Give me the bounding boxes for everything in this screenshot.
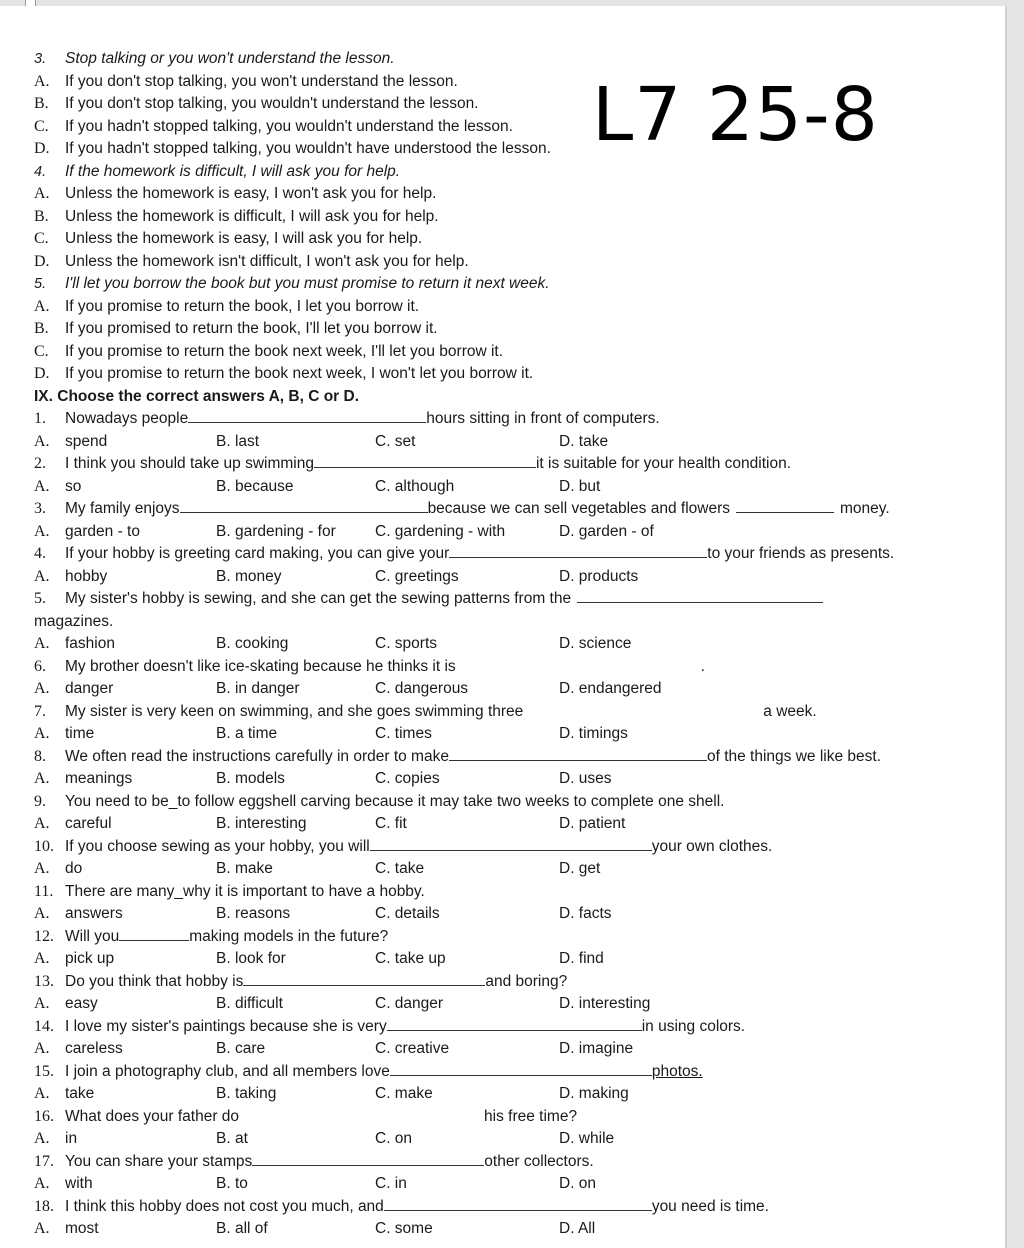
question-prompt: I'll let you borrow the book but you must promise to return it next week.	[65, 275, 550, 292]
answer-option[interactable]: D. science	[559, 635, 632, 652]
option-letter: C.	[34, 230, 49, 247]
ix-question-continuation	[34, 611, 994, 634]
answer-blank[interactable]	[736, 498, 834, 513]
answer-option[interactable]: D. products	[559, 567, 639, 585]
option-letter: A.	[34, 185, 50, 202]
question-text: There are many_why it is important to have a hobby.	[65, 882, 425, 900]
option-letter: C.	[34, 117, 49, 135]
option-letter: D.	[34, 252, 50, 270]
ix-options-row	[34, 948, 994, 971]
answer-option[interactable]	[34, 206, 994, 229]
question-text: If your hobby is greeting card making, you can give your	[65, 545, 450, 562]
answer-option[interactable]: C. greetings	[375, 567, 459, 585]
answer-option[interactable]	[34, 296, 994, 319]
answer-option[interactable]: D. endangered	[559, 680, 662, 697]
option-text: If you hadn't stopped talking, you wouldn't understand the lesson.	[65, 117, 513, 135]
answer-option[interactable]: meanings	[65, 770, 133, 787]
ix-question	[34, 588, 994, 611]
ix-options-row	[34, 633, 994, 656]
option-letter: A.	[34, 905, 50, 922]
question-number: 4.	[34, 545, 46, 562]
question-number: 12.	[34, 927, 54, 945]
option-letter: B.	[34, 320, 49, 337]
question-text: .	[700, 657, 705, 675]
ix-options-row	[34, 903, 994, 926]
answer-option[interactable]	[34, 138, 994, 161]
question-text: to your friends as presents.	[707, 545, 895, 562]
ix-question	[34, 746, 994, 769]
answer-option[interactable]	[34, 341, 994, 364]
ix-options-row	[34, 723, 994, 746]
ix-options-row	[34, 521, 994, 544]
answer-option[interactable]: C. on	[375, 1130, 413, 1147]
ix-options-row	[34, 993, 994, 1016]
question-number: 4.	[34, 163, 47, 180]
option-letter: A.	[34, 477, 50, 495]
answer-blank[interactable]	[577, 588, 823, 603]
option-letter: A.	[34, 725, 50, 742]
ix-question	[34, 1106, 994, 1129]
ix-options-row	[34, 858, 994, 881]
answer-option[interactable]: time	[65, 725, 95, 742]
answer-option[interactable]: most	[65, 1220, 99, 1237]
ix-question	[34, 881, 994, 904]
question-text: You can share your stamps	[65, 1152, 253, 1170]
question-text: I love my sister's paintings because she is very	[65, 1017, 387, 1035]
answer-option[interactable]: D. patient	[559, 815, 626, 832]
answer-blank[interactable]	[449, 746, 707, 761]
option-letter: D.	[34, 365, 50, 382]
answer-option[interactable]: D. facts	[559, 905, 612, 922]
ix-question	[34, 1151, 994, 1174]
answer-option[interactable]: B. care	[216, 1040, 266, 1057]
answer-option[interactable]: C. sports	[375, 635, 438, 652]
answer-option[interactable]: B. to	[216, 1175, 248, 1192]
option-letter: B.	[34, 95, 49, 112]
ix-options-row	[34, 1038, 994, 1061]
answer-option[interactable]: B. look for	[216, 950, 286, 967]
answer-option[interactable]: B. make	[216, 860, 273, 877]
ix-question	[34, 408, 994, 431]
answer-blank[interactable]	[243, 971, 485, 986]
answer-option[interactable]: hobby	[65, 567, 108, 585]
option-letter: A.	[34, 1040, 50, 1057]
answer-option[interactable]: B. models	[216, 770, 285, 787]
option-letter: A.	[34, 567, 50, 585]
question-number: 7.	[34, 702, 46, 720]
answer-blank[interactable]	[449, 543, 707, 558]
option-letter: A.	[34, 1130, 50, 1147]
question-number: 15.	[34, 1062, 54, 1080]
question-text: Will you	[65, 927, 120, 945]
ix-question	[34, 453, 994, 476]
section-ix-question-list	[34, 408, 994, 1241]
question-number: 3.	[34, 51, 47, 67]
option-letter: A.	[34, 297, 50, 315]
option-letter: A.	[34, 72, 50, 90]
question-text: hours sitting in front of computers.	[426, 410, 660, 427]
answer-option[interactable]	[34, 183, 994, 206]
answer-option[interactable]: B. taking	[216, 1085, 277, 1102]
answer-option[interactable]: D. find	[559, 950, 604, 967]
ix-question	[34, 656, 994, 679]
ix-options-row	[34, 768, 994, 791]
question-number: 11.	[34, 882, 54, 900]
rewrite-question	[34, 48, 994, 71]
ix-question	[34, 543, 994, 566]
answer-option[interactable]: B. a time	[216, 725, 278, 742]
watermark-label: L7 25-8	[592, 72, 879, 158]
answer-blank[interactable]	[387, 1016, 642, 1031]
answer-option[interactable]: C. take up	[375, 950, 446, 967]
option-text: If you hadn't stopped talking, you wouldn't have understood the lesson.	[65, 140, 551, 157]
question-number: 9.	[34, 792, 46, 810]
question-text: you need is time.	[651, 1197, 769, 1215]
answer-option[interactable]: D. on	[559, 1175, 597, 1192]
answer-option[interactable]: D. get	[559, 860, 601, 877]
answer-option[interactable]: B. interesting	[216, 815, 307, 832]
answer-option[interactable]: D. All	[559, 1220, 596, 1237]
question-text: in using colors.	[641, 1017, 746, 1035]
option-letter: A.	[34, 432, 50, 450]
answer-option[interactable]: B. gardening - for	[216, 522, 336, 540]
question-text: You need to be_to follow eggshell carving because it may take two weeks to complete one shell.	[65, 792, 725, 810]
answer-option[interactable]	[34, 318, 994, 341]
question-number: 17.	[34, 1152, 54, 1170]
answer-option[interactable]: C. danger	[375, 995, 444, 1012]
question-number: 13.	[34, 972, 54, 990]
ix-question	[34, 926, 994, 949]
answer-blank[interactable]	[252, 1151, 484, 1166]
answer-option[interactable]: D. garden - of	[559, 522, 654, 540]
question-text: If you choose sewing as your hobby, you will	[65, 837, 370, 855]
option-text: If you don't stop talking, you won't understand the lesson.	[65, 72, 458, 90]
answer-blank[interactable]	[384, 1196, 652, 1211]
question-number: 2.	[34, 455, 46, 472]
question-number: 5.	[34, 276, 47, 292]
option-text: If you don't stop talking, you wouldn't understand the lesson.	[65, 95, 479, 112]
ix-options-row	[34, 566, 994, 589]
answer-option[interactable]: B. money	[216, 567, 282, 585]
ix-question	[34, 1196, 994, 1219]
option-text: If you promised to return the book, I'll let you borrow it.	[65, 320, 438, 337]
ix-options-row	[34, 1218, 994, 1241]
answer-option[interactable]	[34, 116, 994, 139]
answer-option[interactable]: C. gardening - with	[375, 522, 506, 540]
ix-question	[34, 836, 994, 859]
option-text: If you promise to return the book next week, I'll let you borrow it.	[65, 342, 504, 360]
answer-option[interactable]: D. take	[559, 432, 609, 450]
option-letter: D.	[34, 140, 50, 157]
question-text: other collectors.	[484, 1152, 594, 1170]
answer-option[interactable]: answers	[65, 905, 123, 922]
question-text: of the things we like best.	[706, 747, 882, 765]
answer-option[interactable]: danger	[65, 680, 114, 697]
answer-option[interactable]: C. in	[375, 1175, 407, 1192]
answer-option[interactable]: C. dangerous	[375, 680, 469, 697]
answer-option[interactable]: C. make	[375, 1085, 433, 1102]
answer-option[interactable]: C. take	[375, 860, 425, 877]
option-letter: A.	[34, 680, 50, 697]
question-text: magazines.	[34, 612, 114, 630]
answer-option[interactable]: B. all of	[216, 1220, 268, 1237]
answer-option[interactable]: easy	[65, 995, 98, 1012]
question-text: Do you think that hobby is	[65, 972, 244, 990]
question-number: 6.	[34, 657, 46, 675]
option-letter: A.	[34, 860, 50, 877]
ix-options-row	[34, 1128, 994, 1151]
answer-option[interactable]	[34, 93, 994, 116]
answer-blank[interactable]	[314, 453, 536, 468]
answer-option[interactable]: D. but	[559, 477, 601, 495]
option-letter: A.	[34, 1220, 50, 1237]
document-page	[0, 6, 1007, 1248]
option-letter: A.	[34, 950, 50, 967]
answer-option[interactable]: C. fit	[375, 815, 407, 832]
option-letter: A.	[34, 770, 50, 787]
answer-option[interactable]: B. last	[216, 432, 260, 450]
question-text: and boring?	[485, 972, 568, 990]
answer-option[interactable]: do	[65, 860, 83, 877]
question-text: I think this hobby does not cost you much, and	[65, 1197, 384, 1215]
answer-option[interactable]: fashion	[65, 635, 115, 652]
rewrite-question	[34, 273, 994, 296]
ix-question	[34, 791, 994, 814]
ix-question	[34, 701, 994, 724]
question-prompt: Stop talking or you won't understand the lesson.	[65, 50, 395, 67]
answer-option[interactable]: D. interesting	[559, 995, 651, 1012]
answer-option[interactable]: spend	[65, 432, 108, 450]
question-text: My family enjoys	[65, 500, 180, 517]
option-text: Unless the homework is easy, I will ask you for help.	[65, 230, 423, 247]
question-text: My brother doesn't like ice-skating because he thinks it is	[65, 657, 456, 675]
question-text: I join a photography club, and all members love	[65, 1062, 390, 1080]
section-heading: IX. Choose the correct answers A, B, C or D.	[34, 387, 360, 405]
answer-option[interactable]: C. set	[375, 432, 416, 450]
answer-option[interactable]: D. while	[559, 1130, 615, 1147]
question-text: Nowadays people	[65, 410, 189, 427]
answer-option[interactable]: C. some	[375, 1220, 433, 1237]
question-text: money.	[840, 500, 890, 517]
question-number: 1.	[34, 410, 46, 427]
question-text: a week.	[763, 702, 817, 720]
question-text: because we can sell vegetables and flowers	[427, 500, 730, 517]
option-letter: A.	[34, 995, 50, 1012]
question-text: What does your father do	[65, 1107, 240, 1125]
answer-option[interactable]: B. because	[216, 477, 294, 495]
answer-option[interactable]: B. difficult	[216, 995, 283, 1012]
answer-option[interactable]: C. although	[375, 477, 455, 495]
answer-option[interactable]: D. imagine	[559, 1040, 634, 1057]
ix-options-row	[34, 476, 994, 499]
question-number: 8.	[34, 747, 46, 765]
option-text: If you promise to return the book next week, I won't let you borrow it.	[65, 365, 534, 382]
question-number: 5.	[34, 590, 46, 607]
answer-option[interactable]: so	[65, 477, 82, 495]
option-letter: B.	[34, 207, 49, 225]
answer-option[interactable]: B. reasons	[216, 905, 291, 922]
ix-options-row	[34, 1083, 994, 1106]
answer-option[interactable]: D. timings	[559, 725, 628, 742]
answer-option[interactable]: D. uses	[559, 770, 612, 787]
answer-option[interactable]: careful	[65, 815, 112, 832]
question-prompt: If the homework is difficult, I will ask you for help.	[65, 162, 401, 180]
question-text: his free time?	[484, 1107, 578, 1125]
option-text: Unless the homework is easy, I won't ask you for help.	[65, 185, 437, 202]
option-letter: A.	[34, 522, 50, 540]
answer-option[interactable]: B. cooking	[216, 635, 289, 652]
answer-option[interactable]: B. at	[216, 1130, 248, 1147]
answer-option[interactable]	[34, 363, 994, 386]
answer-option[interactable]: in	[65, 1130, 78, 1147]
question-text: My sister's hobby is sewing, and she can get the sewing patterns from the	[65, 590, 572, 607]
question-text: your own clothes.	[651, 837, 773, 855]
answer-blank[interactable]	[188, 408, 426, 423]
ix-options-row	[34, 678, 994, 701]
worksheet-content	[34, 48, 994, 1241]
question-text: My sister is very keen on swimming, and she goes swimming three	[65, 702, 524, 720]
answer-blank[interactable]	[370, 836, 652, 851]
question-text: it is suitable for your health condition.	[535, 455, 792, 472]
option-letter: A.	[34, 1085, 50, 1102]
question-text: I think you should take up swimming	[65, 455, 314, 472]
answer-option[interactable]: C. creative	[375, 1040, 450, 1057]
question-text: We often read the instructions carefully in order to make	[65, 747, 449, 765]
answer-blank[interactable]	[390, 1061, 652, 1076]
question-number: 3.	[34, 500, 46, 517]
answer-option[interactable]: careless	[65, 1040, 123, 1057]
answer-option[interactable]: D. making	[559, 1085, 629, 1102]
question-number: 14.	[34, 1017, 54, 1035]
option-letter: A.	[34, 635, 50, 652]
question-number: 18.	[34, 1197, 54, 1215]
option-text: If you promise to return the book, I let you borrow it.	[65, 297, 420, 315]
answer-option[interactable]: garden - to	[65, 522, 140, 540]
option-letter: A.	[34, 1175, 50, 1192]
answer-option[interactable]: take	[65, 1085, 95, 1102]
answer-option[interactable]: B. in danger	[216, 680, 300, 697]
question-number: 10.	[34, 837, 54, 855]
answer-option[interactable]: C. details	[375, 905, 440, 922]
option-text: Unless the homework is difficult, I will ask you for help.	[65, 207, 439, 225]
ix-question	[34, 498, 994, 521]
ix-options-row	[34, 1173, 994, 1196]
answer-option[interactable]: C. copies	[375, 770, 440, 787]
question-text: photos.	[651, 1062, 703, 1080]
option-text: Unless the homework isn't difficult, I won't ask you for help.	[65, 252, 469, 270]
answer-blank[interactable]	[119, 926, 189, 941]
ix-options-row	[34, 813, 994, 836]
question-text: making models in the future?	[189, 927, 389, 945]
ix-question	[34, 971, 994, 994]
answer-option[interactable]	[34, 251, 994, 274]
rewrite-question	[34, 161, 994, 184]
ix-options-row	[34, 431, 994, 454]
option-letter: A.	[34, 815, 50, 832]
ix-question	[34, 1016, 994, 1039]
answer-option[interactable]: C. times	[375, 725, 432, 742]
ix-question	[34, 1061, 994, 1084]
answer-option[interactable]	[34, 71, 994, 94]
answer-option[interactable]	[34, 228, 994, 251]
question-number: 16.	[34, 1107, 54, 1125]
answer-blank[interactable]	[180, 498, 428, 513]
answer-option[interactable]: pick up	[65, 950, 115, 967]
option-letter: C.	[34, 342, 49, 360]
answer-option[interactable]: with	[65, 1175, 93, 1192]
